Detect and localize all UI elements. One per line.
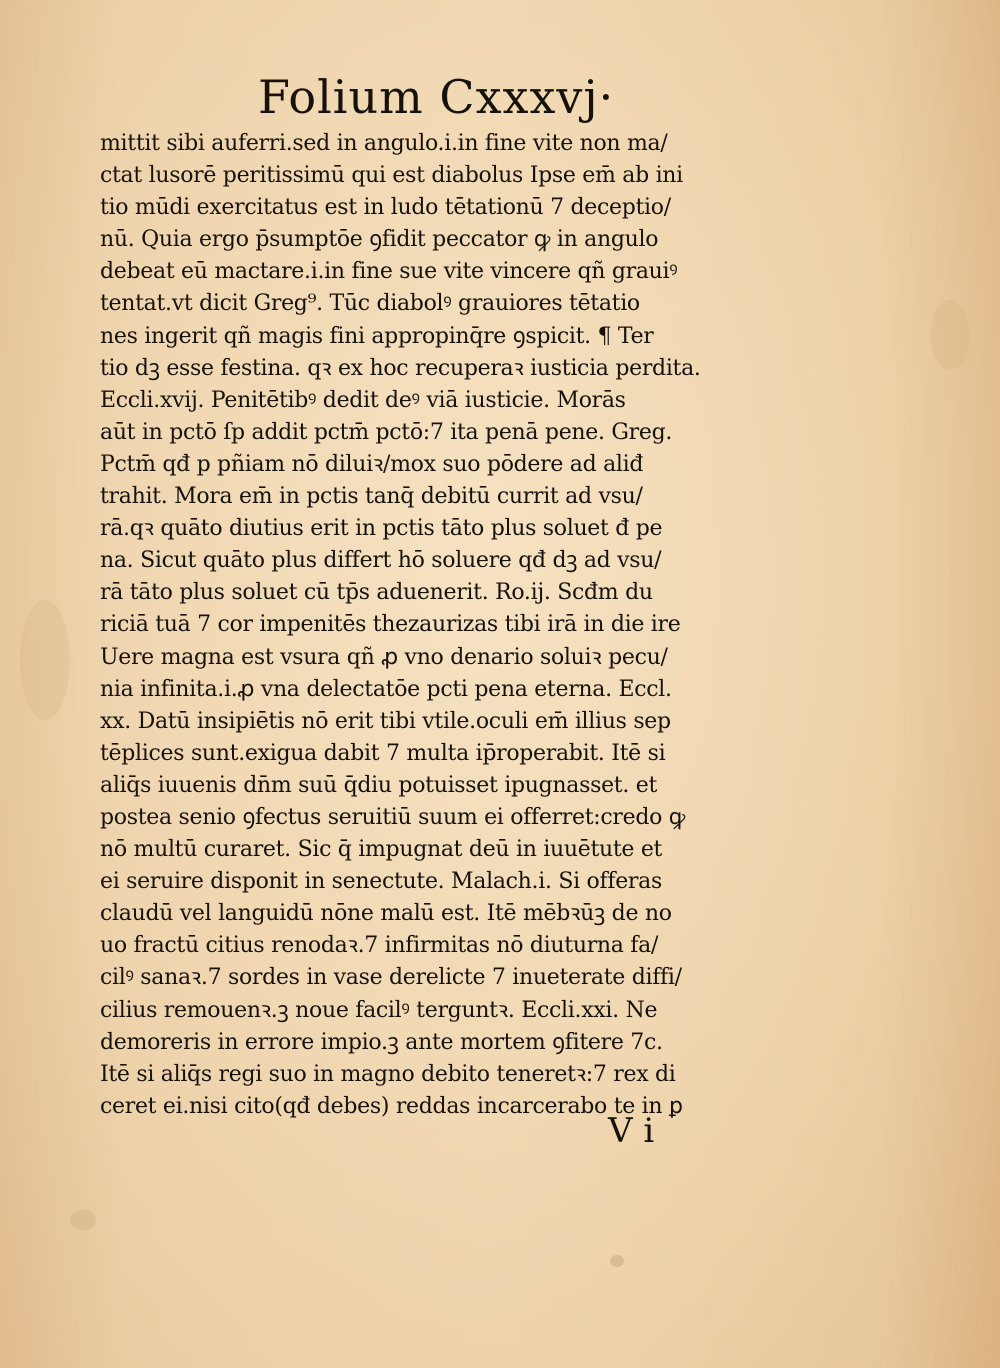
text-line: tio dꝫ esse festina. qꝛ ex hoc recuperaꝛ iusticia perdita. <box>100 355 701 381</box>
text-line: ceret ei.nisi cito(qđ debes) reddas incarcerabo te in ꝑ <box>100 1093 683 1119</box>
signature-mark: V i <box>608 1111 655 1151</box>
text-line: Pctm̄ qđ p pñiam nō diluiꝛ/mox suo pōdere ad aliđ <box>100 451 644 477</box>
paper-stain <box>930 300 970 370</box>
text-line: ctat lusorē peritissimū qui est diabolus Ipse em̄ ab ini <box>100 163 683 189</box>
folio-header: Folium Cxxxvj· <box>258 70 615 124</box>
text-line: uo fractū citius renodaꝛ.7 infirmitas nō diuturna fa/ <box>100 933 659 959</box>
text-line: nes ingerit qñ magis fini appropinq̄re ꝯspicit. ¶ Ter <box>100 323 654 349</box>
text-line: cilꝰ sanaꝛ.7 sordes in vase derelicte 7 inueterate diffi/ <box>100 965 682 991</box>
text-line: ei seruire disponit in senectute. Malach.i. Si offeras <box>100 869 662 895</box>
text-line: cilius remouenꝛ.ꝫ noue facilꝰ terguntꝛ. Eccli.xxi. Ne <box>100 997 658 1023</box>
text-line: riciā tuā 7 cor impenitēs thezaurizas tibi irā in die ire <box>100 612 681 638</box>
text-line: Eccli.xvij. Penitētibꝰ dedit deꝰ viā iusticie. Morās <box>100 387 626 413</box>
text-line: nia infinita.i.ꝓ vna delectatōe pcti pena eterna. Eccl. <box>100 676 672 702</box>
text-line: rā tāto plus soluet cū tp̄s aduenerit. Ro.ij. Scđm du <box>100 580 653 606</box>
text-line: aliq̄s iuuenis dn̄m suū q̄diu potuisset ipugnasset. et <box>100 772 657 798</box>
text-line: trahit. Mora em̄ in pctis tanq̄ debitū currit ad vsu/ <box>100 484 643 510</box>
text-line: xx. Datū insipiētis nō erit tibi vtile.oculi em̄ illius sep <box>100 708 671 734</box>
text-line: nō multū curaret. Sic q̄ impugnat deū in iuuētute et <box>100 837 663 863</box>
text-line: rā.qꝛ quāto diutius erit in pctis tāto plus soluet đ pe <box>100 516 663 542</box>
text-line: Uere magna est vsura qñ ꝓ vno denario soluiꝛ pecu/ <box>100 644 668 670</box>
body-text <box>100 128 780 1123</box>
text-line: Itē si aliq̄s regi suo in magno debito teneretꝛ:7 rex di <box>100 1061 676 1087</box>
text-line: nū. Quia ergo p̄sumptōe ꝯfidit peccator ꝙ in angulo <box>100 227 659 253</box>
text-line: na. Sicut quāto plus differt hō soluere qđ dꝫ ad vsu/ <box>100 548 662 574</box>
text-line: claudū vel languidū nōne malū est. Itē mēbꝛūꝫ de no <box>100 901 672 927</box>
text-line: mittit sibi auferri.sed in angulo.i.in fine vite non ma/ <box>100 131 668 156</box>
text-line: aūt in pctō ſp addit pctm̄ pctō:7 ita penā pene. Greg. <box>100 419 673 445</box>
text-line: tentat.vt dicit Greg⁹. Tūc diabolꝰ grauiores tētatio <box>100 291 640 317</box>
text-line: postea senio ꝯfectus seruitiū suum ei offerret:credo ꝙ <box>100 804 685 830</box>
text-line: tio mūdi exercitatus est in ludo tētationū 7 deceptio/ <box>100 195 671 221</box>
paper-stain <box>70 1210 96 1230</box>
text-line: debeat eū mactare.i.in fine sue vite vincere qñ grauiꝰ <box>100 259 678 285</box>
paper-stain <box>20 600 70 720</box>
paper-stain <box>610 1255 624 1267</box>
text-line: tēplices sunt.exigua dabit 7 multa ip̄roperabit. Itē si <box>100 740 666 766</box>
text-line: demoreris in errore impio.ꝫ ante mortem ꝯfitere 7c. <box>100 1029 663 1055</box>
